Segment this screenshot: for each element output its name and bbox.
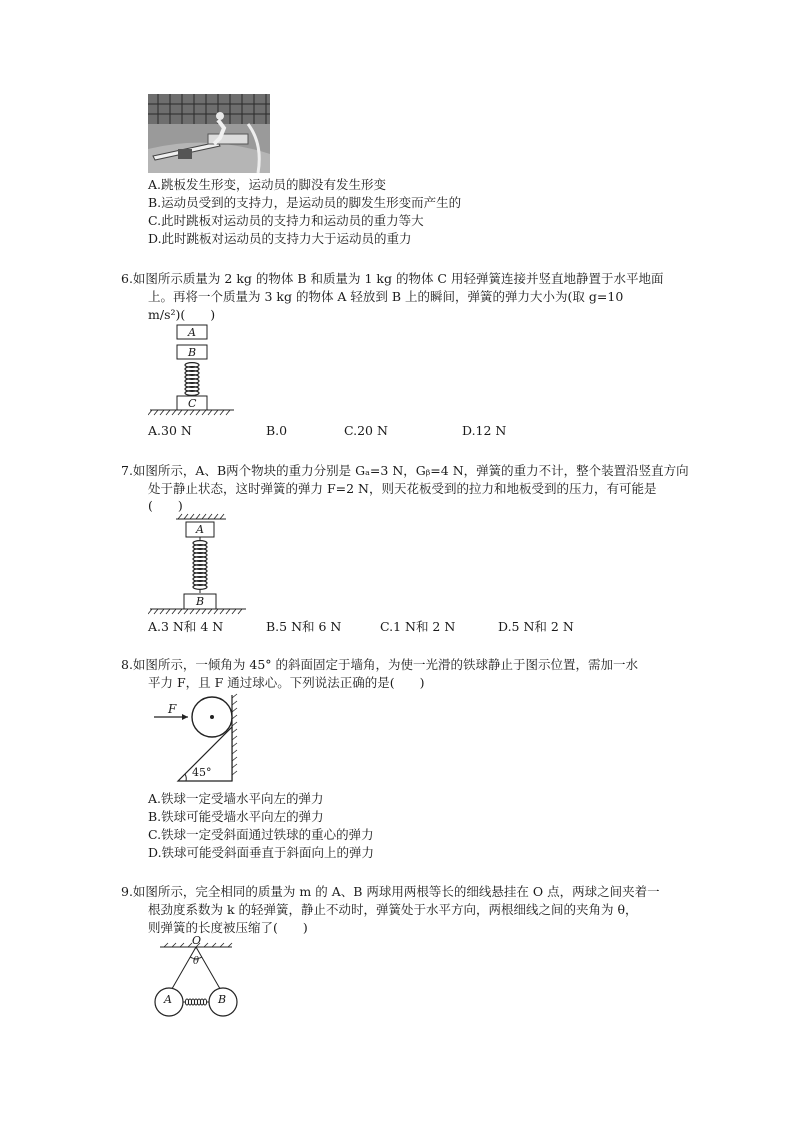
q8-angle-label: 45° [192,766,212,779]
q8-force-label: F [168,702,177,716]
q9-ball-b-label: B [218,993,227,1006]
q9-angle-label: θ [193,956,200,967]
q6-option-b: B.0 [266,423,288,438]
q7-option-d: D.5 N和 2 N [498,619,574,634]
q7-option-c: C.1 N和 2 N [380,619,456,634]
q6-stem-line-3: m/s²)( ) [148,307,216,322]
q9-ball-a-label: A [164,993,172,1006]
q5-option-c: C.此时跳板对运动员的支持力和运动员的重力等大 [148,213,424,228]
q6-block-c-label: C [188,397,197,410]
q7-option-a: A.3 N和 4 N [148,619,224,634]
q6-stem-line-2: 上。再将一个质量为 3 kg 的物体 A 轻放到 B 上的瞬间，弹簧的弹力大小为(取 g=10 [148,289,624,304]
q8-stem-line-2: 平力 F，且 F 通过球心。下列说法正确的是( ) [148,675,425,690]
q9-point-o-label: O [192,934,202,947]
q8-option-a: A.铁球一定受墙水平向左的弹力 [148,791,324,806]
q7-block-b-label: B [196,595,205,608]
q7-stem-line-1: 7.如图所示，A、B两个物块的重力分别是 Gₐ=3 N，Gᵦ=4 N，弹簧的重力不计，整个装置沿竖直方向 [121,463,689,478]
q6-option-a: A.30 N [148,423,192,438]
q6-option-c: C.20 N [344,423,388,438]
q9-pendulum-diagram [148,934,248,1026]
q7-stem-line-2: 处于静止状态，这时弹簧的弹力 F=2 N，则天花板受到的拉力和地板受到的压力，有可能是 [148,481,657,496]
q9-stem-line-3: 则弹簧的长度被压缩了( ) [148,920,308,935]
q6-block-b-label: B [188,346,197,359]
q9-stem-line-2: 根劲度系数为 k 的轻弹簧，静止不动时，弹簧处于水平方向，两根细线之间的夹角为 θ， [148,902,638,917]
q8-option-c: C.铁球一定受斜面通过铁球的重心的弹力 [148,827,374,842]
q8-incline-diagram [148,690,248,786]
q5-option-a: A.跳板发生形变，运动员的脚没有发生形变 [148,177,387,192]
q5-option-b: B.运动员受到的支持力，是运动员的脚发生形变而产生的 [148,195,462,210]
q8-stem-line-1: 8.如图所示，一倾角为 45° 的斜面固定于墙角，为使一光滑的铁球静止于图示位置，需加一水 [121,657,639,672]
q6-option-d: D.12 N [462,423,507,438]
q5-option-d: D.此时跳板对运动员的支持力大于运动员的重力 [148,231,412,246]
q6-stem-line-1: 6.如图所示质量为 2 kg 的物体 B 和质量为 1 kg 的物体 C 用轻弹簧连接并竖直地静置于水平地面 [121,271,664,286]
q8-option-d: D.铁球可能受斜面垂直于斜面向上的弹力 [148,845,375,860]
q7-block-a-label: A [196,523,204,536]
q7-option-b: B.5 N和 6 N [266,619,342,634]
q7-stem-line-3: ( ) [148,498,183,513]
q6-spring-diagram [148,322,238,422]
q9-stem-line-1: 9.如图所示，完全相同的质量为 m 的 A、B 两球用两根等长的细线悬挂在 O 点，两球之间夹着一 [121,884,660,899]
diving-board-photo [148,94,270,173]
q6-block-a-label: A [188,326,196,339]
q7-spring-diagram [148,513,248,617]
q8-option-b: B.铁球可能受墙水平向左的弹力 [148,809,324,824]
